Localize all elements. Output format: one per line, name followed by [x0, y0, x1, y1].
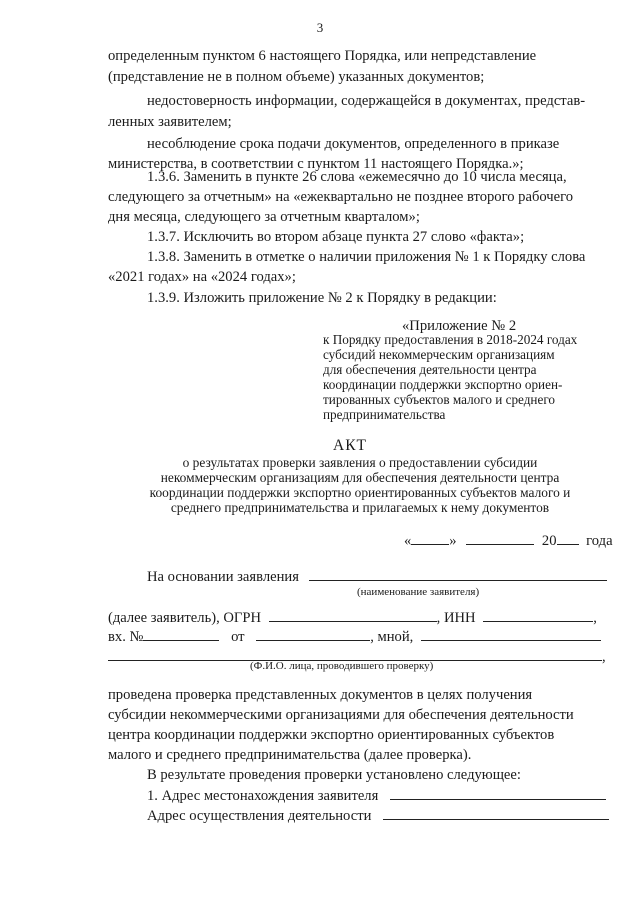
year-suffix: года — [586, 533, 613, 549]
date-close-quote: » — [449, 533, 457, 549]
act-subtitle-line: координации поддержки экспортно ориентированных субъектов малого и — [149, 485, 571, 500]
ogrn-field[interactable] — [269, 608, 437, 622]
appendix-line: тированных субъектов малого и среднего — [323, 392, 556, 407]
text-line: министерства, в соответствии с пунктом 11 настоящего Порядка.»; — [108, 156, 524, 172]
basis-label: На основании заявления — [147, 569, 299, 585]
applicant-line-prefix: (далее заявитель), ОГРН — [108, 610, 262, 626]
text-line: 1.3.9. Изложить приложение № 2 к Порядку в редакции: — [147, 290, 497, 306]
act-title: АКТ — [333, 437, 367, 454]
text-line: «2021 годах» на «2024 годах»; — [108, 269, 296, 285]
from-label: от — [231, 629, 245, 645]
ogrn-inn-line: (далее заявитель), ОГРН , ИНН , — [108, 610, 597, 626]
in-no-label: вх. № — [108, 629, 144, 645]
month-field[interactable] — [466, 531, 534, 545]
text-line: дня месяца, следующего за отчетным кварталом»; — [108, 209, 420, 225]
activity-address-label: Адрес осуществления деятельности — [147, 808, 372, 824]
text-line: 1.3.8. Заменить в отметке о наличии приложения № 1 к Порядку слова — [147, 249, 586, 265]
appendix-line: предпринимательства — [323, 407, 446, 422]
act-subtitle-line: некоммерческим организациям для обеспечения деятельности центра — [160, 470, 560, 485]
inspector-line: , — [108, 647, 606, 666]
text-line: 1.3.6. Заменить в пункте 26 слова «ежемесячно до 10 числа месяца, — [147, 169, 567, 185]
text-line: (представление не в полном объеме) указанных документов; — [108, 69, 485, 85]
text-line: проведена проверка представленных документов в целях получения — [108, 687, 533, 703]
inspector-field-2[interactable] — [108, 647, 602, 661]
date-open-quote: « — [404, 533, 412, 549]
activity-address-line — [147, 806, 609, 825]
year-prefix: 20 — [541, 533, 557, 549]
appendix-line: для обеспечения деятельности центра — [323, 362, 537, 377]
appendix-reference — [323, 332, 608, 422]
act-subtitle-line: о результатах проверки заявления о предоставлении субсидии — [182, 455, 538, 470]
basis-line — [147, 567, 607, 586]
page-number: 3 — [316, 20, 324, 35]
act-subtitle-line: среднего предпринимательства и прилагаемых к нему документов — [170, 500, 550, 515]
address-line — [147, 786, 606, 805]
inspector-hint: (Ф.И.О. лица, проводившего проверку) — [250, 660, 434, 672]
appendix-line: координации поддержки экспортно ориен- — [323, 377, 563, 392]
from-date-field[interactable] — [256, 627, 370, 641]
text-line: субсидии некоммерческими организациями для обеспечения деятельности — [108, 707, 574, 723]
incoming-line — [108, 627, 601, 646]
appendix-line: субсидий некоммерческим организациям — [323, 347, 555, 362]
appendix-line: к Порядку предоставления в 2018-2024 годах — [323, 332, 578, 347]
address-label: 1. Адрес местонахождения заявителя — [147, 788, 379, 804]
text-line: центра координации поддержки экспортно ориентированных субъектов — [108, 727, 555, 743]
act-date-line — [404, 531, 613, 550]
in-no-field[interactable] — [143, 627, 219, 641]
activity-address-field[interactable] — [383, 806, 609, 820]
text-line: несоблюдение срока подачи документов, определенного в приказе — [147, 136, 560, 152]
inn-field[interactable] — [483, 608, 593, 622]
applicant-hint: (наименование заявителя) — [357, 586, 480, 598]
day-field[interactable] — [411, 531, 449, 545]
text-line: В результате проведения проверки установлено следующее: — [147, 767, 521, 783]
text-line: 1.3.7. Исключить во втором абзаце пункта 27 слово «факта»; — [147, 229, 525, 245]
text-line: ленных заявителем; — [108, 114, 232, 130]
address-field[interactable] — [390, 786, 606, 800]
by-me-label: , мной, — [370, 629, 414, 645]
applicant-name-field[interactable] — [309, 567, 607, 581]
text-line: недостоверность информации, содержащейся в документах, представ- — [147, 93, 586, 109]
act-subtitle — [110, 455, 610, 515]
inn-label: , ИНН — [436, 610, 476, 626]
text-line: определенным пунктом 6 настоящего Порядка, или непредставление — [108, 48, 537, 64]
text-line: следующего за отчетным» на «ежеквартально не позднее второго рабочего — [108, 189, 574, 205]
year-field[interactable] — [557, 531, 579, 545]
text-line: малого и среднего предпринимательства (далее проверка). — [108, 747, 472, 763]
inspector-field-1[interactable] — [421, 627, 601, 641]
appendix-title: «Приложение № 2 — [402, 318, 517, 334]
